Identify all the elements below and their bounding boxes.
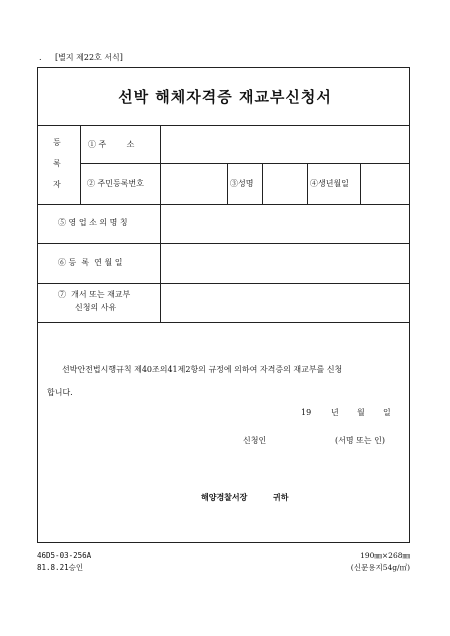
form-title: 선박 해체자격증 재교부신청서 (118, 88, 332, 106)
rrn-label: ② 주민등록번호 (87, 179, 144, 188)
paper-size: 190㎜×268㎜ (360, 551, 410, 560)
rrn-field[interactable] (161, 164, 226, 204)
rule-name-label-left (227, 163, 228, 204)
name-label: ③성명 (230, 179, 254, 188)
registrant-label-1: 등 (53, 138, 61, 147)
applicant-signature-field[interactable] (268, 432, 330, 448)
address-field[interactable] (161, 126, 409, 163)
registrant-label-2: 록 (53, 159, 61, 168)
date-year-unit: 년 (331, 408, 339, 417)
header-dot: . (39, 53, 42, 62)
reason-label-line2: 신청의 사유 (75, 303, 117, 312)
rule-reason (37, 322, 410, 323)
recipient: 해양경찰서장 (201, 492, 248, 502)
business-name-label: ⑤ 영 업 소 의 명 칭 (58, 218, 128, 227)
statement-line2: 합니다. (47, 388, 73, 397)
signature-note: (서명 또는 인) (335, 436, 385, 445)
registrant-label-3: 자 (53, 180, 61, 189)
registration-date-label: ⑥ 등 록 연 월 일 (58, 258, 123, 267)
rule-registrant-col (80, 125, 81, 204)
form-code: 46D5-03-256A (37, 551, 92, 560)
reason-field[interactable] (161, 284, 409, 322)
form-reference: [별지 제22호 서식] (55, 53, 123, 62)
dob-label: ④생년월일 (310, 179, 349, 188)
recipient-suffix: 귀하 (273, 492, 289, 502)
dob-field[interactable] (361, 164, 409, 204)
date-year: 19 (301, 408, 312, 417)
paper-type: (신문용지54g/㎡) (350, 563, 410, 572)
registration-date-field[interactable] (161, 244, 409, 283)
reason-label-line1: ⑦ 개서 또는 재교부 (58, 290, 131, 299)
address-label: ① 주 소 (88, 140, 135, 149)
date-month-unit: 월 (357, 408, 365, 417)
name-field[interactable] (263, 164, 306, 204)
rule-dob-label-left (307, 163, 308, 204)
business-name-field[interactable] (161, 205, 409, 243)
applicant-label: 신청인 (243, 436, 267, 445)
date-day-unit: 일 (383, 408, 391, 417)
approval-date: 81.8.21승인 (37, 563, 84, 572)
statement-line1: 선박안전법시행규칙 제40조의41제2항의 규정에 의하여 자격증의 재교부를 신청 (62, 365, 343, 374)
